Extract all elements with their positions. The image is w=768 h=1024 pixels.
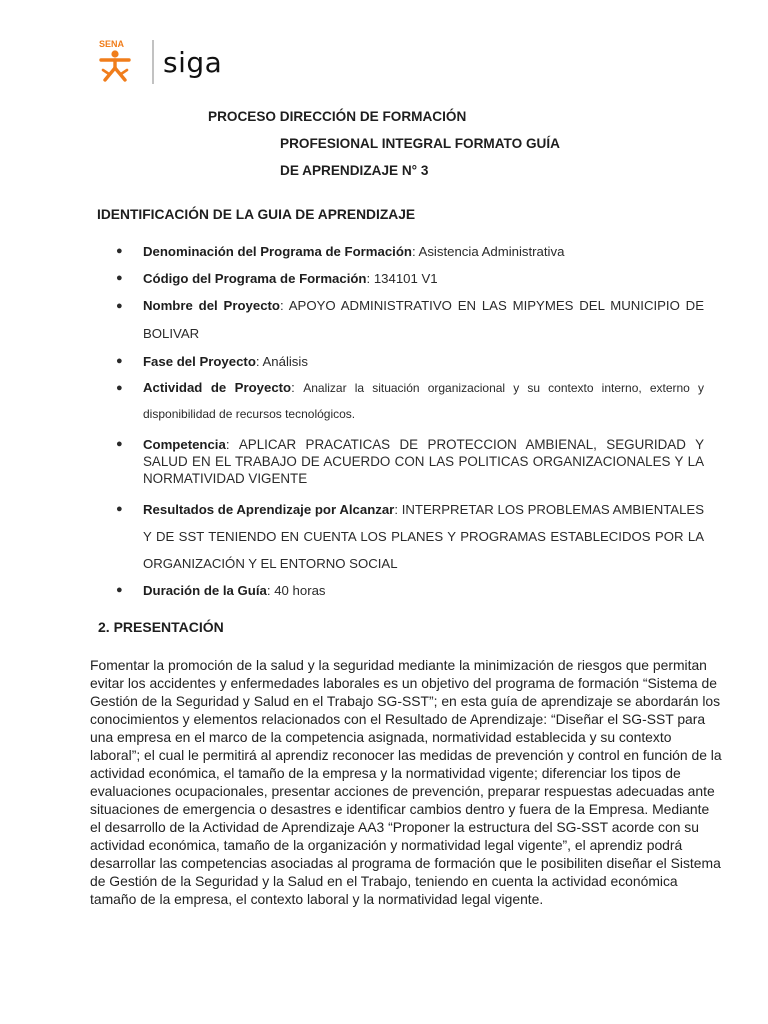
list-item-project-phase bbox=[116, 348, 704, 375]
item-value: Analizar la situación organizacional y su contexto interno, externo y disponibilidad de recursos tecnológicos. bbox=[143, 381, 704, 421]
list-item-competence bbox=[116, 431, 704, 492]
item-separator: : bbox=[225, 437, 239, 452]
item-label: Fase del Proyecto bbox=[143, 354, 256, 369]
bullet-icon: ● bbox=[116, 503, 123, 515]
item-separator: : bbox=[394, 502, 402, 517]
item-label: Denominación del Programa de Formación bbox=[143, 244, 412, 259]
bullet-icon: ● bbox=[116, 382, 123, 394]
item-separator: : bbox=[291, 380, 304, 395]
item-value: Análisis bbox=[262, 354, 308, 369]
list-item-project-activity bbox=[116, 375, 704, 427]
item-separator: : bbox=[266, 583, 275, 598]
siga-logo-wordmark: siga bbox=[163, 46, 223, 79]
presentation-heading: 2. PRESENTACIÓN bbox=[98, 619, 224, 635]
bullet-icon: ● bbox=[116, 272, 123, 284]
item-value: Asistencia Administrativa bbox=[418, 244, 565, 259]
bullet-icon: ● bbox=[116, 245, 123, 257]
list-item-guide-duration bbox=[116, 577, 704, 604]
item-label: Nombre del Proyecto bbox=[143, 298, 280, 313]
item-label: Resultados de Aprendizaje por Alcanzar bbox=[143, 502, 395, 517]
item-value: APLICAR PRACATICAS DE PROTECCION AMBIENAL, SEGURIDAD Y SALUD EN EL TRABAJO DE ACUERDO CON LAS POLITICAS ORGANIZACIONALES Y LA NORMATIVIDAD VIGENTE bbox=[143, 437, 705, 486]
identification-list bbox=[116, 238, 704, 604]
item-separator: : bbox=[255, 354, 263, 369]
item-separator: : bbox=[366, 271, 374, 286]
bullet-icon: ● bbox=[116, 438, 123, 450]
bullet-icon: ● bbox=[116, 300, 123, 312]
list-item-learning-results bbox=[116, 496, 704, 577]
identification-heading: IDENTIFICACIÓN DE LA GUIA DE APRENDIZAJE bbox=[97, 207, 416, 222]
item-value: INTERPRETAR LOS PROBLEMAS AMBIENTALES Y DE SST TENIENDO EN CUENTA LOS PLANES Y PROGRAMAS ESTABLECIDOS POR LA ORGANIZACIÓN Y EL ENTORNO SOCIAL bbox=[143, 502, 705, 571]
item-label: Código del Programa de Formación bbox=[143, 271, 367, 286]
item-label: Competencia bbox=[143, 437, 226, 452]
document-title-line-2: PROFESIONAL INTEGRAL FORMATO GUÍA bbox=[280, 136, 560, 151]
document-title-line-3: DE APRENDIZAJE N° 3 bbox=[280, 163, 429, 178]
document-title-line-1: PROCESO DIRECCIÓN DE FORMACIÓN bbox=[208, 109, 467, 124]
item-label: Actividad de Proyecto bbox=[143, 380, 292, 395]
item-value: APOYO ADMINISTRATIVO EN LAS MIPYMES DEL MUNICIPIO DE BOLIVAR bbox=[143, 298, 704, 341]
item-value: 134101 V1 bbox=[373, 271, 438, 286]
svg-text:SENA: SENA bbox=[99, 39, 125, 49]
item-label: Duración de la Guía bbox=[143, 583, 267, 598]
item-separator: : bbox=[279, 298, 289, 313]
sena-logo-icon bbox=[99, 39, 129, 80]
sena-siga-logo bbox=[95, 36, 245, 88]
list-item-project-name bbox=[116, 292, 704, 348]
list-item-program-name bbox=[116, 238, 704, 265]
item-separator: : bbox=[411, 244, 419, 259]
item-value: 40 horas bbox=[274, 583, 326, 598]
presentation-paragraph: Fomentar la promoción de la salud y la seguridad mediante la minimización de riesgos que permitan evitar los accidentes y enfermedades laborales es un objetivo del programa de formación “Sistema de Gestión de la Seguridad y Salud en el Trabajo SG-SST”; en esta guía de aprendizaje se abordarán los conocimientos y elementos relacionados con el Resultado de Aprendizaje: “Diseñar el SG-SST para una empresa en el marco de la competencia asignada, normatividad establecida y su contexto laboral”; el cual le permitirá al aprendiz reconocer las medidas de prevención y control en función de la actividad económica, el tamaño de la empresa y la normatividad vigente; diferenciar los tipos de evaluaciones ocupacionales, presentar acciones de prevención, preparar respuestas adecuadas ante situaciones de emergencia o desastres e identificar cambios dentro y fuera de la Empresa. Mediante el desarrollo de la Actividad de Aprendizaje AA3 “Proponer la estructura del SG-SST acorde con su actividad económica, tamaño de la organización y normatividad legal vigente”, el aprendiz podrá desarrollar las competencias asociadas al programa de formación que le posibiliten diseñar el Sistema de Gestión de la Seguridad y la Salud en el Trabajo, teniendo en cuenta la actividad económica tamaño de la empresa, el contexto laboral y la normatividad legal vigente. bbox=[90, 657, 722, 907]
list-item-program-code bbox=[116, 265, 704, 292]
bullet-icon: ● bbox=[116, 584, 123, 596]
bullet-icon: ● bbox=[116, 355, 123, 367]
